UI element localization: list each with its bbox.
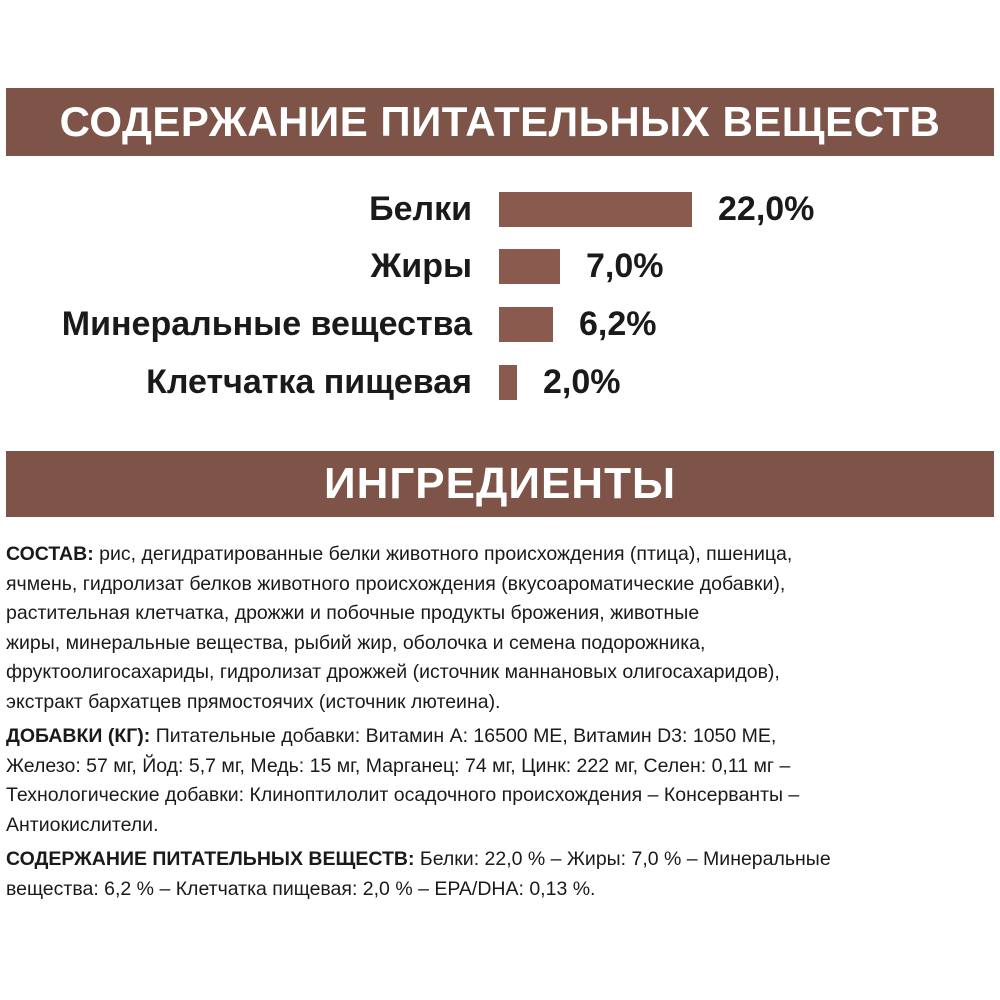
chart-category-label: Белки: [369, 190, 472, 228]
chart-row: [0, 296, 1000, 352]
chart-bar: [499, 307, 553, 342]
additives-paragraph: [6, 722, 994, 840]
chart-value-label: 6,2%: [579, 305, 657, 343]
composition-paragraph: [6, 540, 994, 717]
chart-bar: [499, 249, 560, 284]
composition-line: фруктоолигосахариды, гидролизат дрожжей (источник маннановых олигосахаридов),: [6, 661, 780, 683]
nutrient-content-label: СОДЕРЖАНИЕ ПИТАТЕЛЬНЫХ ВЕЩЕСТВ:: [6, 848, 415, 870]
chart-value-label: 2,0%: [543, 363, 621, 401]
nutrients-banner-title: СОДЕРЖАНИЕ ПИТАТЕЛЬНЫХ ВЕЩЕСТВ: [59, 98, 941, 145]
composition-line: рис, дегидратированные белки животного происхождения (птица), пшеница,: [93, 543, 793, 565]
chart-value-label: 7,0%: [586, 247, 664, 285]
chart-value-label: 22,0%: [718, 190, 815, 228]
composition-label: СОСТАВ:: [6, 543, 94, 565]
composition-line: экстракт бархатцев прямостоячих (источник лютеина).: [6, 690, 501, 713]
nutrient-content-line: вещества: 6,2 % – Клетчатка пищевая: 2,0 % – EPA/DHA: 0,13 %.: [6, 877, 596, 900]
composition-line: ячмень, гидролизат белков животного происхождения (вкусоароматические добавки),: [6, 572, 786, 595]
composition-line: растительная клетчатка, дрожжи и побочные продукты брожения, животные: [6, 602, 700, 624]
chart-row: [0, 354, 1000, 410]
additives-line: Антиокислители.: [6, 813, 159, 836]
nutrient-content-line: Белки: 22,0 % – Жиры: 7,0 % – Минеральные: [414, 848, 831, 870]
additives-label: ДОБАВКИ (КГ):: [6, 725, 151, 747]
chart-bar: [499, 365, 517, 400]
additives-line: Железо: 57 мг, Йод: 5,7 мг, Медь: 15 мг, Марганец: 74 мг, Цинк: 222 мг, Селен: 0,11 мг –: [6, 754, 791, 777]
ingredients-banner-title: ИНГРЕДИЕНТЫ: [323, 459, 677, 508]
composition-line: жиры, минеральные вещества, рыбий жир, оболочка и семена подорожника,: [6, 631, 706, 654]
nutrient-content-paragraph: [6, 845, 994, 904]
chart-row: [0, 238, 1000, 294]
chart-bar: [499, 192, 692, 227]
chart-category-label: Жиры: [370, 247, 472, 285]
chart-row: [0, 181, 1000, 237]
additives-line: Технологические добавки: Клиноптилолит осадочного происхождения – Консерванты –: [6, 784, 800, 806]
additives-line: Питательные добавки: Витамин А: 16500 МЕ, Витамин D3: 1050 МЕ,: [150, 725, 777, 747]
nutrients-banner: [6, 88, 994, 156]
chart-category-label: Минеральные вещества: [61, 305, 472, 343]
ingredients-banner: [6, 451, 994, 517]
ingredients-text: [6, 540, 994, 909]
chart-category-label: Клетчатка пищевая: [146, 363, 472, 401]
